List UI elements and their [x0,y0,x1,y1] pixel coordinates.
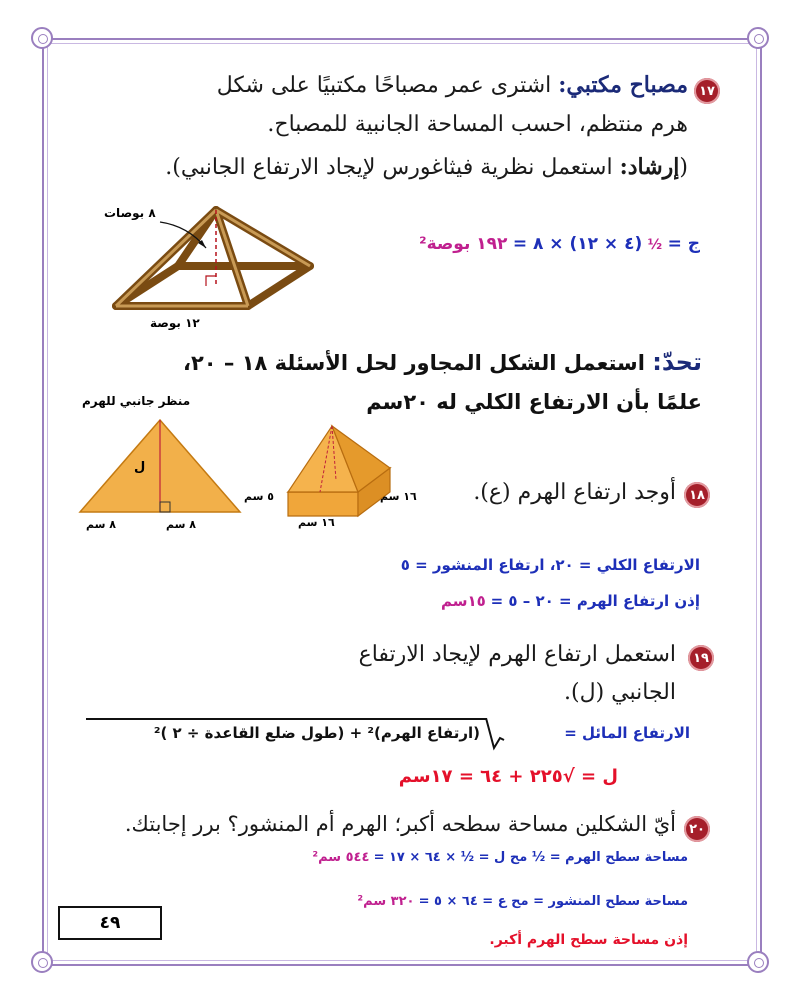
challenge-title: تحدّ: [652,348,702,376]
challenge-line1 [183,348,702,376]
q17-answer [419,234,700,254]
challenge-line2: علمًا بأن الارتفاع الكلي له ٢٠سم [366,390,702,414]
formula-radicand: (ارتفاع الهرم)² + (طول ضلع القاعدة ÷ ٢ )² [153,724,480,742]
q19-line1: استعمل ارتفاع الهرم لإيجاد الارتفاع [358,642,676,667]
question-number-18: ١٨ [684,482,710,508]
hint-text: استعمل نظرية فيثاغورس لإيجاد الارتفاع الجانبي). [165,155,613,180]
corner-ornament [31,27,53,49]
corner-ornament [31,951,53,973]
answer-mid: (٤ × ١٢) × ٨ = [512,234,643,254]
q17-hint [165,154,688,180]
side-view-triangle [70,414,250,518]
q17-line1 [217,72,688,98]
side-view-label: منظر جانبي للهرم [82,394,191,408]
corner-ornament [747,951,769,973]
half-fraction: ½ [647,237,663,253]
question-number-20: ٢٠ [684,816,710,842]
pyramid-prism-figure [280,420,400,520]
page-number: ٤٩ [58,906,162,940]
q18-text: أوجد ارتفاع الهرم (ع). [473,480,676,505]
q18-ans1-text: الارتفاع الكلي = ٢٠، ارتفاع المنشور = ٥ [400,556,700,574]
corner-ornament [747,27,769,49]
q18-answer1 [401,556,700,574]
q20-conclusion: إذن مساحة سطح الهرم أكبر. [489,932,688,948]
q20-pyramid-area [312,850,688,865]
q18-ans2-prefix: إذن ارتفاع الهرم = ٢٠ – ٥ = [490,592,700,610]
hint-paren: ( [679,155,688,180]
hint-label: إرشاد: [619,154,680,180]
answer-result: ١٩٢ بوصة² [419,234,508,254]
question-number-19: ١٩ [688,645,714,671]
q17-title: مصباح مكتبي: [558,72,688,98]
q19-line2: الجانبي (ل). [564,680,676,705]
q18-answer2 [441,592,700,610]
q18-ans2-result: ١٥سم [440,592,486,610]
slant-height-formula [86,718,506,752]
formula-label: الارتفاع المائل = [564,724,690,742]
slant-label: ٨ بوصات [104,206,156,220]
label-16cm-side: ١٦ سم [380,490,417,503]
challenge-text: استعمل الشكل المجاور لحل الأسئلة ١٨ – ٢٠، [182,351,645,375]
label-8cm-right: ٨ سم [166,518,196,531]
pyr-area-result: ٥٤٤ سم² [312,850,370,865]
q17-line2: هرم منتظم، احسب المساحة الجانبية للمصباح. [267,112,688,137]
q17-line1-text: اشترى عمر مصباحًا مكتبيًا على شكل [216,73,552,98]
label-8cm-left: ٨ سم [86,518,116,531]
label-16cm-bottom: ١٦ سم [298,516,335,529]
prism-area-prefix: مساحة سطح المنشور = مح ع = ٦٤ × ٥ = [418,894,688,909]
prism-area-result: ٣٢٠ سم² [357,894,415,909]
question-number-17: ١٧ [694,78,720,104]
pyr-area-prefix: مساحة سطح الهرم = ½ مح ل = ½ × ٦٤ × ١٧ = [373,850,688,865]
base-label: ١٢ بوصة [150,316,200,330]
q20-prism-area [357,894,688,909]
label-l: ل [134,460,146,475]
label-5cm: ٥ سم [244,490,274,503]
radical-sign-icon [484,718,506,752]
q19-result: ل = √٢٢٥ + ٦٤ = ١٧سم [398,766,618,787]
q20-text: أيّ الشكلين مساحة سطحه أكبر؛ الهرم أم المنشور؟ برر إجابتك. [124,812,676,836]
answer-prefix: ج = [667,234,700,254]
